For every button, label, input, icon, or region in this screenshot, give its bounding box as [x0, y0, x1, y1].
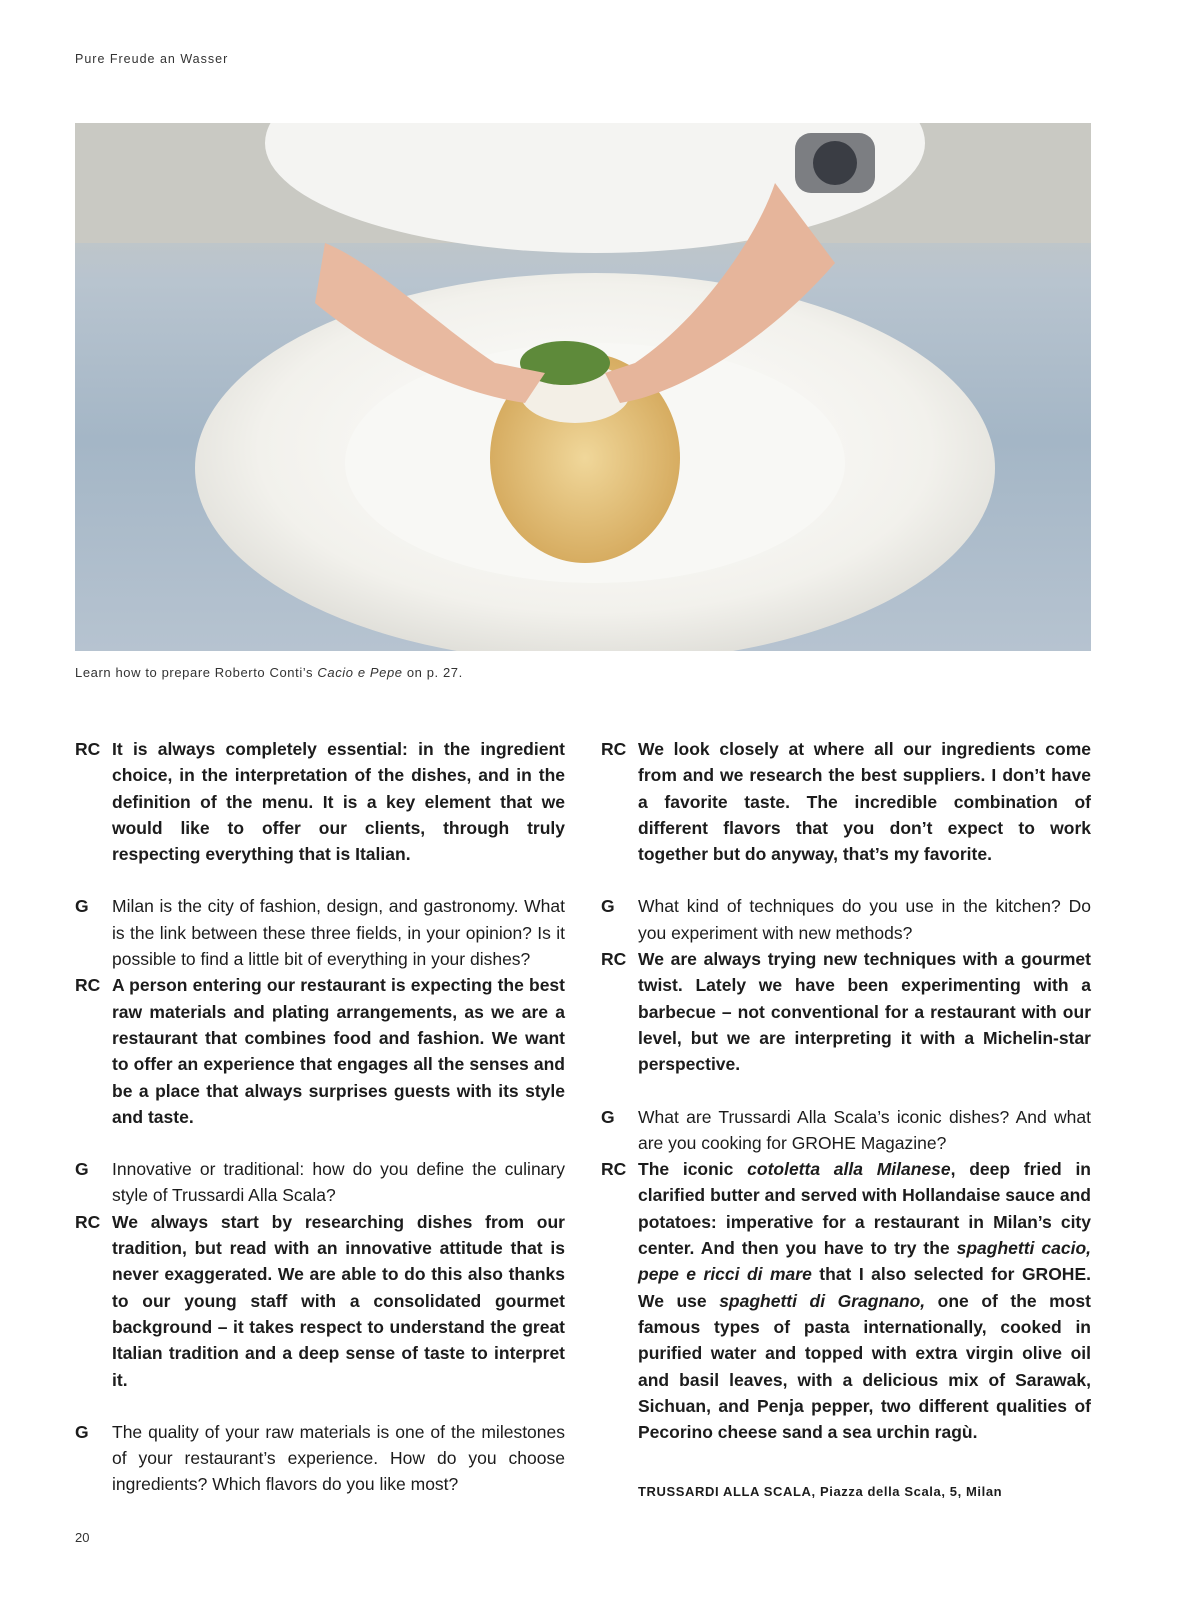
- caption-before: Learn how to prepare Roberto Conti’s: [75, 665, 318, 680]
- answer-text: It is always completely essential: in the ingredient choice, in the interpretation of the dishes, and in the definition of the menu. It is a key element that we would like to offer our clients, through truly respecting everything that is Italian.: [112, 739, 565, 865]
- speaker-g: G: [75, 896, 89, 917]
- plating-photo-illustration: [75, 123, 1091, 651]
- answer-fragment: The iconic: [638, 1159, 748, 1180]
- question-block: [601, 1104, 1091, 1157]
- answer-text: We look closely at where all our ingredients come from and we research the best suppliers. I don’t have a favorite taste. The incredible combination of different flavors that you don’t expect to work together but do anyway, that’s my favorite.: [638, 739, 1091, 865]
- answer-block: [601, 946, 1091, 1077]
- question-block: [75, 1156, 565, 1209]
- speaker-rc: RC: [601, 739, 627, 759]
- speaker-rc: RC: [601, 1159, 627, 1180]
- speaker-rc: RC: [75, 1211, 101, 1232]
- speaker-rc: RC: [75, 739, 101, 759]
- question-text: Milan is the city of fashion, design, and gastronomy. What is the link between these three fields, in your opinion? Is it possible to find a little bit of everything in your dishes?: [112, 896, 565, 970]
- plating-photo: [75, 123, 1091, 651]
- answer-text: We always start by researching dishes from our tradition, but read with an innovative attitude that is never exaggerated. We are able to do this also thanks to our young staff with a consolidated gourmet background – it takes respect to understand the great Italian tradition and a deep sense of taste to interpret it.: [112, 1211, 565, 1390]
- caption-after: on p. 27.: [402, 665, 463, 680]
- venue-name: TRUSSARDI ALLA SCALA: [638, 1484, 812, 1500]
- answer-fragment: , deep fried in clarified butter and served with Hollandaise sauce and potatoes: imperative for a restaurant in Milan’s city center. And then you have to try the: [638, 1159, 1091, 1259]
- question-text: The quality of your raw materials is one of the milestones of your restaurant’s experience. How do you choose ingredients? Which flavors do you like most?: [112, 1421, 565, 1495]
- photo-caption: [75, 665, 463, 680]
- answer-text: [638, 1156, 1091, 1445]
- answer-block: [75, 972, 565, 1130]
- answer-fragment: one of the most famous types of pasta internationally, cooked in purified water and topped with extra virgin olive oil and basil leaves, with a delicious mix of Sarawak, Sichuan, and Penja pepper, two different qualities of Pecorino cheese sand a sea urchin ragù.: [638, 1290, 1091, 1443]
- running-title: Pure Freude an Wasser: [75, 52, 229, 66]
- question-text: What are Trussardi Alla Scala’s iconic dishes? And what are you cooking for GROHE Magazine?: [638, 1106, 1091, 1153]
- pasta-name: spaghetti di Gragnano,: [719, 1290, 926, 1311]
- question-block: [75, 1419, 565, 1498]
- answer-fragment: that I also selected for GROHE. We use: [638, 1264, 1091, 1311]
- answer-text: A person entering our restaurant is expecting the best raw materials and plating arrangements, as we are a restaurant that combines food and fashion. We want to offer an experience that engages all the senses and be a place that always surprises guests with its style and taste.: [112, 975, 565, 1127]
- speaker-g: G: [601, 896, 615, 917]
- answer-block: [75, 736, 565, 867]
- answer-block: [601, 736, 1091, 867]
- answer-block: [75, 1209, 565, 1393]
- interview-left-column: [75, 736, 565, 1498]
- dish-name: cotoletta alla Milanese: [747, 1159, 951, 1180]
- answer-block: [601, 1156, 1091, 1445]
- dish-name: spaghetti cacio, pepe e ricci di mare: [638, 1238, 1091, 1285]
- page-number: 20: [75, 1530, 90, 1545]
- venue-credit: [601, 1479, 1091, 1505]
- caption-dish: Cacio e Pepe: [317, 665, 403, 680]
- speaker-g: G: [75, 1159, 89, 1180]
- question-text: What kind of techniques do you use in the kitchen? Do you experiment with new methods?: [638, 896, 1091, 943]
- speaker-g: G: [601, 1106, 615, 1127]
- speaker-g: G: [75, 1421, 89, 1442]
- speaker-rc: RC: [601, 949, 627, 970]
- answer-text: We are always trying new techniques with a gourmet twist. Lately we have been experimenting with a barbecue – not conventional for a restaurant with our level, but we are interpreting it with a Michelin-star perspective.: [638, 949, 1091, 1075]
- interview-right-column: [601, 736, 1091, 1506]
- venue-address: , Piazza della Scala, 5, Milan: [811, 1484, 1003, 1500]
- question-block: [601, 893, 1091, 946]
- question-text: Innovative or traditional: how do you define the culinary style of Trussardi Alla Scala?: [112, 1159, 565, 1206]
- question-block: [75, 893, 565, 972]
- speaker-rc: RC: [75, 975, 101, 996]
